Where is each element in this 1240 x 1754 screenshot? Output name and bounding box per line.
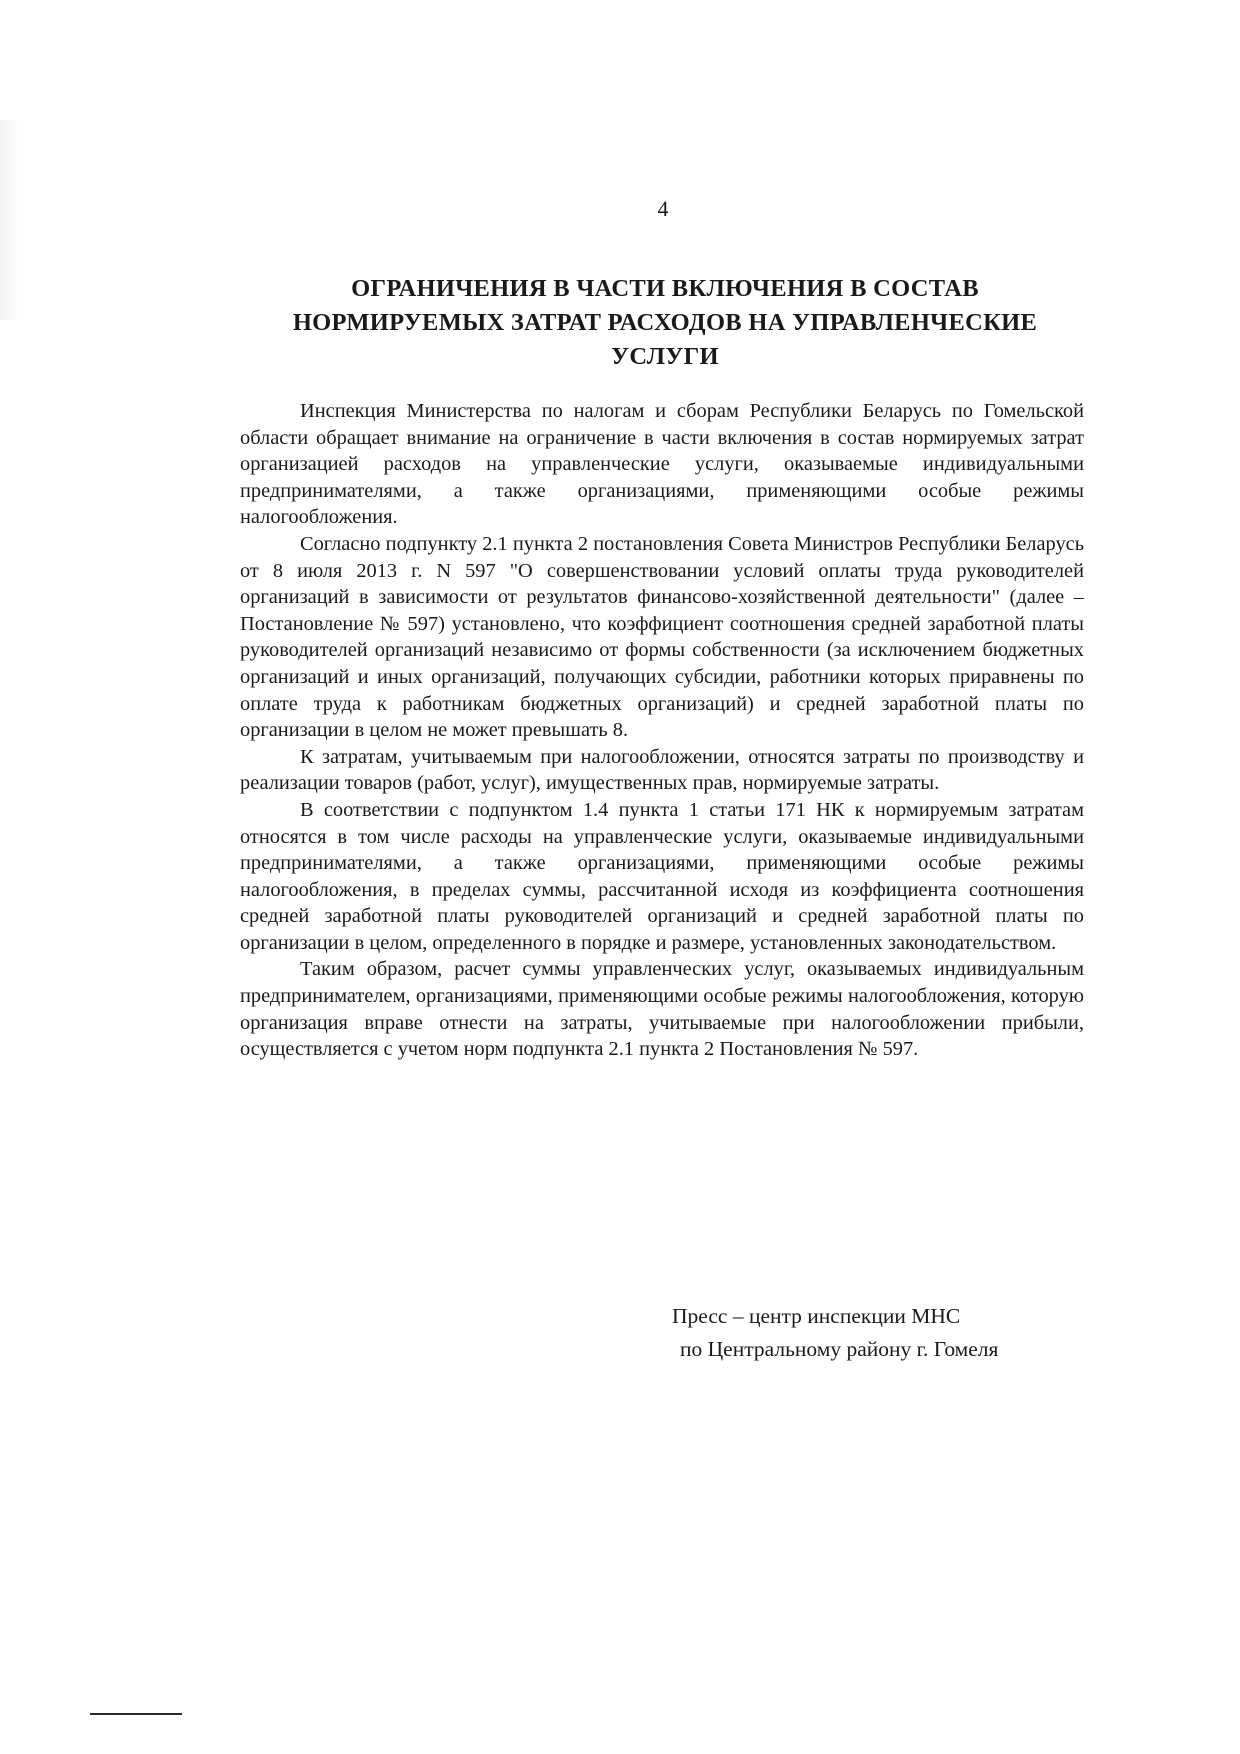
page-number: 4 — [657, 196, 669, 221]
paragraph-4: В соответствии с подпунктом 1.4 пункта 1 статьи 171 НК к нормируемым затратам относятся в том числе расходы на управленческие услуги, оказываемые индивидуальными предпринимателями, а также организациями, применяющими особые режимы налогообложения, в пределах суммы, рассчитанной исходя из коэффициента соотношения средней заработной платы руководителей организаций и средней заработной платы по организации в целом, определенного в порядке и размере, установленных законодательством. — [240, 798, 1084, 954]
scan-mark-line — [90, 1713, 182, 1715]
paragraph-5: Таким образом, расчет суммы управленческих услуг, оказываемых индивидуальным предпринимателем, организациями, применяющими особые режимы налогообложения, которую организация вправе отнести на затраты, учитываемые при налогообложении прибыли, осуществляется с учетом норм подпункта 2.1 пункта 2 Постановления № 597. — [240, 958, 1084, 1061]
title-line-2: НОРМИРУЕМЫХ ЗАТРАТ РАСХОДОВ НА УПРАВЛЕНЧЕСКИЕ — [292, 309, 1038, 336]
paragraph-3: К затратам, учитываемым при налогообложении, относятся затраты по производству и реализации товаров (работ, услуг), имущественных прав, нормируемые затраты. — [240, 745, 1084, 795]
paragraph-2: Согласно подпункту 2.1 пункта 2 постановления Совета Министров Республики Беларусь от 8 июля 2013 г. N 597 "О совершенствовании условий оплаты труда руководителей организаций в зависимости от результатов финансово-хозяйственной деятельности" (далее – Постановление № 597) установлено, что коэффициент соотношения средней заработной платы руководителей организаций независимо от формы собственности (за исключением бюджетных организаций и иных организаций, получающих субсидии, работники которых приравнены по оплате труда к работникам бюджетных организаций) и средней заработной платы по организации в целом не может превышать 8. — [240, 532, 1084, 742]
signature-line-1: Пресс – центр инспекции МНС — [672, 1304, 961, 1328]
document-body — [240, 398, 1084, 1063]
document-title — [240, 272, 1090, 374]
title-line-1: ОГРАНИЧЕНИЯ В ЧАСТИ ВКЛЮЧЕНИЯ В СОСТАВ — [351, 275, 979, 302]
signature-line-2: по Центральному району г. Гомеля — [680, 1337, 999, 1361]
signature-block — [672, 1300, 1092, 1366]
title-line-3: УСЛУГИ — [611, 343, 719, 370]
paragraph-1: Инспекция Министерства по налогам и сборам Республики Беларусь по Гомельской области обращает внимание на ограничение в части включения в состав нормируемых затрат организацией расходов на управленческие услуги, оказываемые индивидуальными предпринимателями, а также организациями, применяющими особые режимы налогообложения. — [240, 400, 1084, 529]
